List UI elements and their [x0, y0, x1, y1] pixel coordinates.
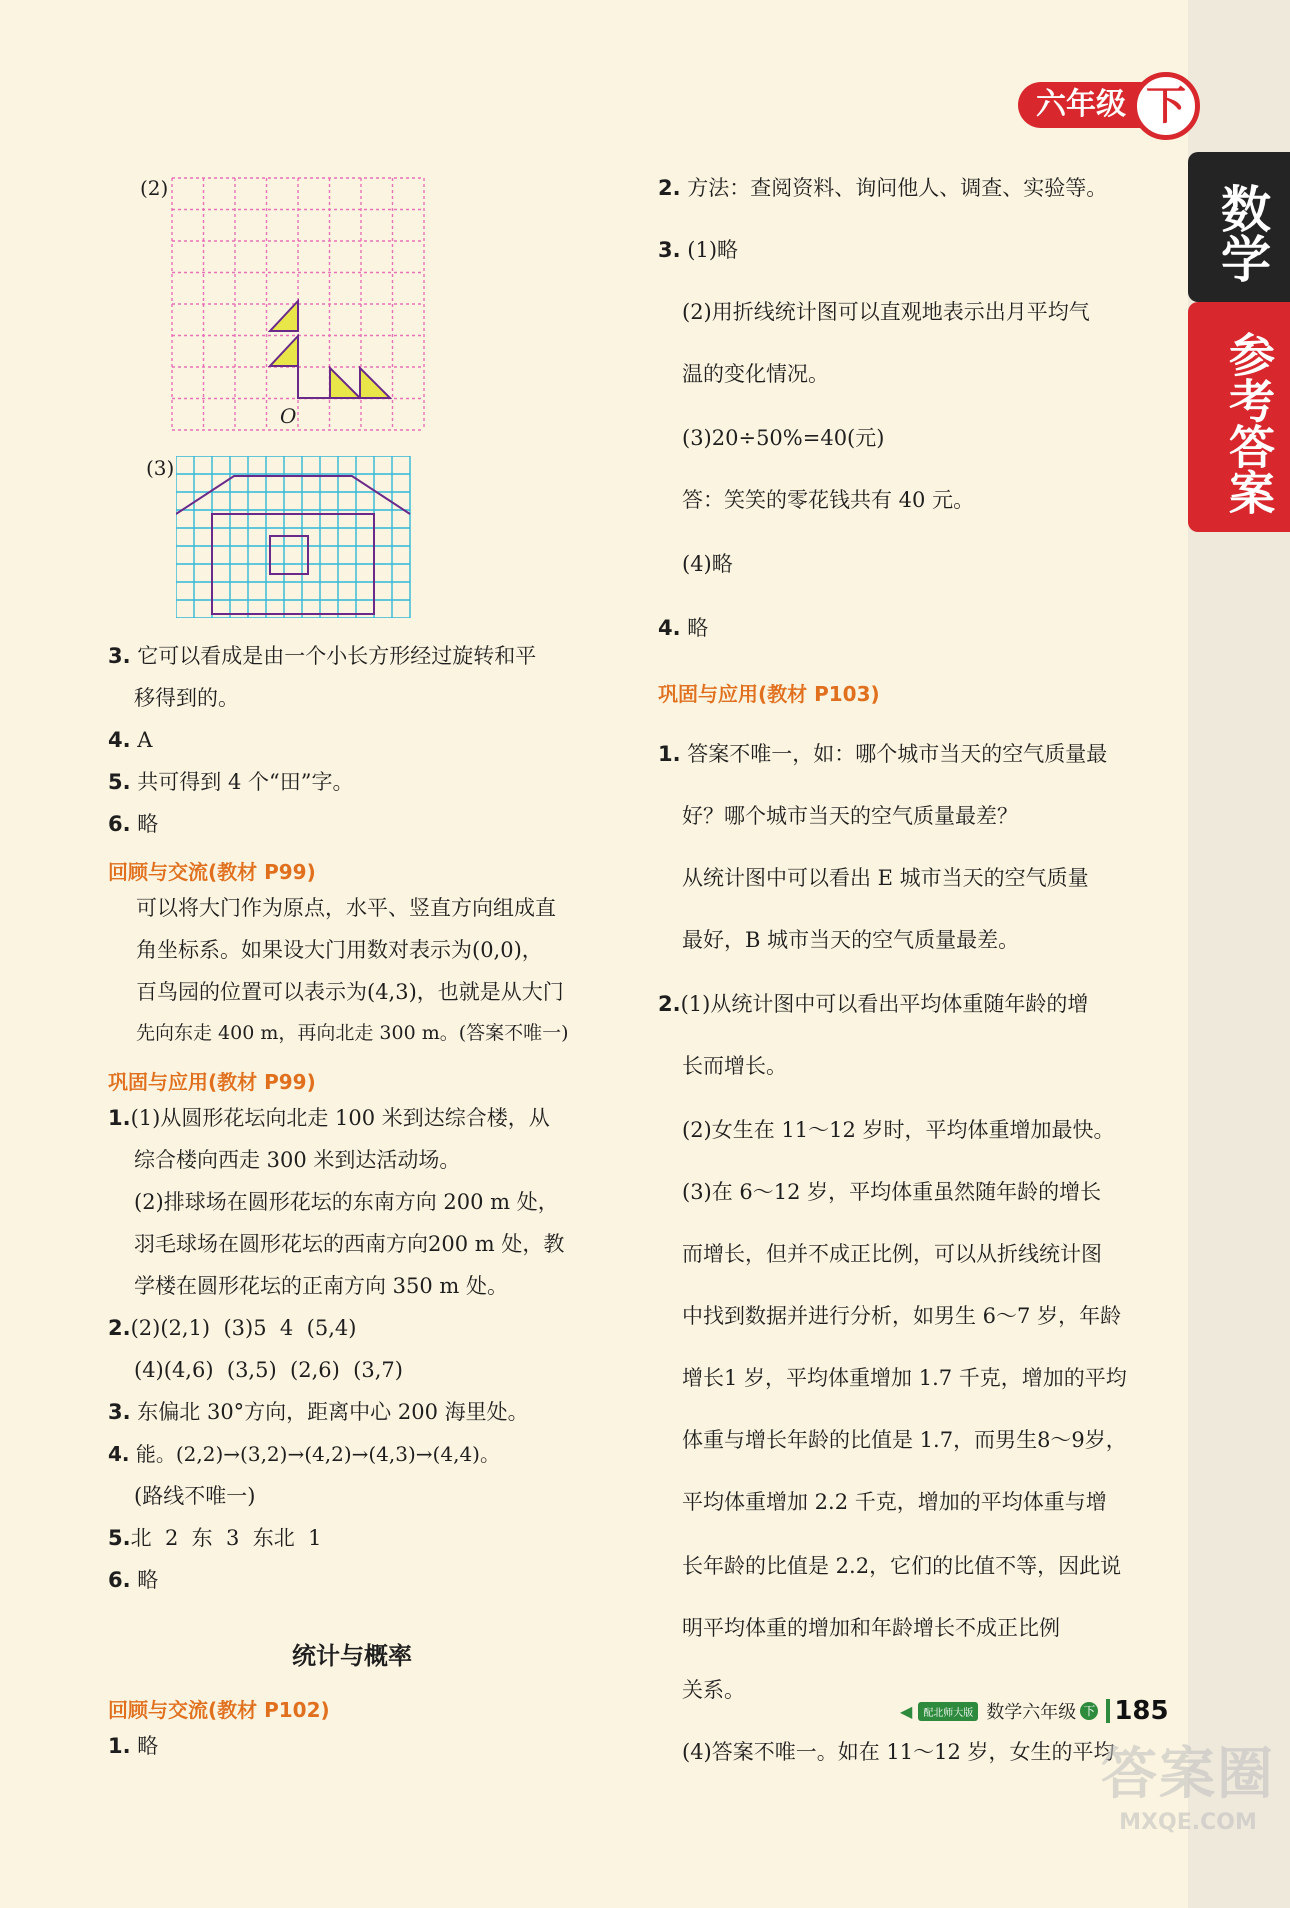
- answer-line: 4. 略: [658, 616, 709, 640]
- answer-line: 长而增长。: [682, 1054, 787, 1078]
- arrow-left-icon: ◀: [900, 1701, 913, 1721]
- answer-line: (3)在 6～12 岁，平均体重虽然随年龄的增长: [682, 1180, 1102, 1204]
- answer-line: 3. 东偏北 30°方向，距离中心 200 海里处。: [108, 1400, 529, 1424]
- grade-label: 六年级: [1018, 82, 1168, 128]
- watermark-text: 答案圈: [1101, 1742, 1275, 1807]
- answer-line: 先向东走 400 m，再向北走 300 m。(答案不唯一): [136, 1022, 569, 1044]
- figure-2-grid: [170, 176, 430, 436]
- origin-label: O: [280, 404, 297, 428]
- answer-line: 答：笑笑的零花钱共有 40 元。: [682, 488, 975, 512]
- answer-line: 综合楼向西走 300 米到达活动场。: [134, 1148, 461, 1172]
- figure-2-label: (2): [140, 176, 169, 200]
- answer-line: 体重与增长年龄的比值是 1.7，而男生8～9岁，: [682, 1428, 1127, 1452]
- figure-3-grid: [176, 456, 412, 618]
- footer-term-badge: 下: [1080, 1702, 1098, 1720]
- roof-outline: [176, 476, 410, 514]
- answer-line: 3. 它可以看成是由一个小长方形经过旋转和平: [108, 644, 537, 668]
- footer-divider: [1106, 1699, 1110, 1723]
- answer-line: 6. 略: [108, 1568, 159, 1592]
- section-heading: 回顾与交流(教材 P102): [108, 1698, 330, 1722]
- figure-3-label: (3): [146, 456, 175, 480]
- page-number: 185: [1114, 1696, 1169, 1726]
- chapter-heading: 统计与概率: [292, 1642, 412, 1670]
- answer-line: (2)排球场在圆形花坛的东南方向 200 m 处，: [134, 1190, 559, 1214]
- answer-line: 从统计图中可以看出 E 城市当天的空气质量: [682, 866, 1089, 890]
- line-segment: [298, 366, 330, 398]
- answer-line: 长年龄的比值是 2.2，它们的比值不等，因此说: [682, 1554, 1122, 1578]
- answer-line: 平均体重增加 2.2 千克，增加的平均体重与增: [682, 1490, 1107, 1514]
- answer-line: (路线不唯一): [134, 1484, 256, 1508]
- answer-line: 最好，B 城市当天的空气质量最差。: [682, 928, 1020, 952]
- answer-line: 明平均体重的增加和年龄增长不成正比例: [682, 1616, 1060, 1640]
- answer-line: 4. A: [108, 728, 153, 752]
- answers-tab-text: 参考答案: [1222, 331, 1276, 515]
- answer-line: 1.(1)从圆形花坛向北走 100 米到达综合楼，从: [108, 1106, 550, 1130]
- answer-line: 移得到的。: [134, 686, 239, 710]
- answer-line: 百鸟园的位置可以表示为(4,3)，也就是从大门: [136, 980, 564, 1004]
- answer-line: 3. (1)略: [658, 238, 739, 262]
- answer-line: 而增长，但并不成正比例，可以从折线统计图: [682, 1242, 1102, 1266]
- answer-line: 羽毛球场在圆形花坛的西南方向200 m 处，教: [134, 1232, 565, 1256]
- answer-line: (4)(4,6) (3,5) (2,6) (3,7): [134, 1358, 403, 1382]
- answer-line: (2)用折线统计图可以直观地表示出月平均气: [682, 300, 1090, 324]
- triangle-shape: [270, 336, 298, 366]
- answer-line: (4)答案不唯一。如在 11～12 岁，女生的平均: [682, 1740, 1115, 1764]
- term-badge: 下: [1132, 72, 1200, 140]
- edition-badge: 配北师大版: [918, 1702, 978, 1721]
- section-heading: 巩固与应用(教材 P99): [108, 1070, 316, 1094]
- answer-line: 1. 略: [108, 1734, 159, 1758]
- answer-line: 6. 略: [108, 812, 159, 836]
- subject-tab-text: 数学: [1213, 183, 1271, 283]
- answer-line: 1. 答案不唯一，如：哪个城市当天的空气质量最: [658, 742, 1108, 766]
- answer-line: 2.(2)(2,1) (3)5 4 (5,4): [108, 1316, 357, 1340]
- answer-line: (2)女生在 11～12 岁时，平均体重增加最快。: [682, 1118, 1115, 1142]
- section-heading: 回顾与交流(教材 P99): [108, 860, 316, 884]
- answer-line: (4)略: [682, 552, 733, 576]
- page-footer: [900, 1696, 1169, 1726]
- answer-line: 可以将大门作为原点，水平、竖直方向组成直: [136, 896, 556, 920]
- answer-line: 增长1 岁，平均体重增加 1.7 千克，增加的平均: [682, 1366, 1127, 1390]
- answer-line: 温的变化情况。: [682, 362, 829, 386]
- triangle-shape: [330, 368, 360, 398]
- answer-line: 5. 共可得到 4 个“田”字。: [108, 770, 354, 794]
- watermark-url: MXQE.COM: [1119, 1810, 1257, 1835]
- answer-line: 5.北 2 东 3 东北 1: [108, 1526, 322, 1550]
- triangle-shape: [360, 368, 390, 398]
- triangle-shape: [270, 301, 298, 331]
- answer-line: 学楼在圆形花坛的正南方向 350 m 处。: [134, 1274, 509, 1298]
- answer-line: 角坐标系。如果设大门用数对表示为(0,0)，: [136, 938, 543, 962]
- answer-line: 关系。: [682, 1678, 745, 1702]
- footer-title: 数学六年级: [986, 1702, 1077, 1723]
- answer-line: 2. 方法：查阅资料、询问他人、调查、实验等。: [658, 176, 1108, 200]
- watermark-logo: [1088, 1730, 1288, 1835]
- answer-line: 中找到数据并进行分析，如男生 6～7 岁，年龄: [682, 1304, 1122, 1328]
- answer-line: (3)20÷50%=40(元): [682, 426, 885, 450]
- answer-line: 4. 能。(2,2)→(3,2)→(4,2)→(4,3)→(4,4)。: [108, 1442, 500, 1466]
- answer-line: 好？哪个城市当天的空气质量最差？: [682, 804, 1018, 828]
- section-heading: 巩固与应用(教材 P103): [658, 682, 880, 706]
- answer-line: 2.(1)从统计图中可以看出平均体重随年龄的增: [658, 992, 1089, 1016]
